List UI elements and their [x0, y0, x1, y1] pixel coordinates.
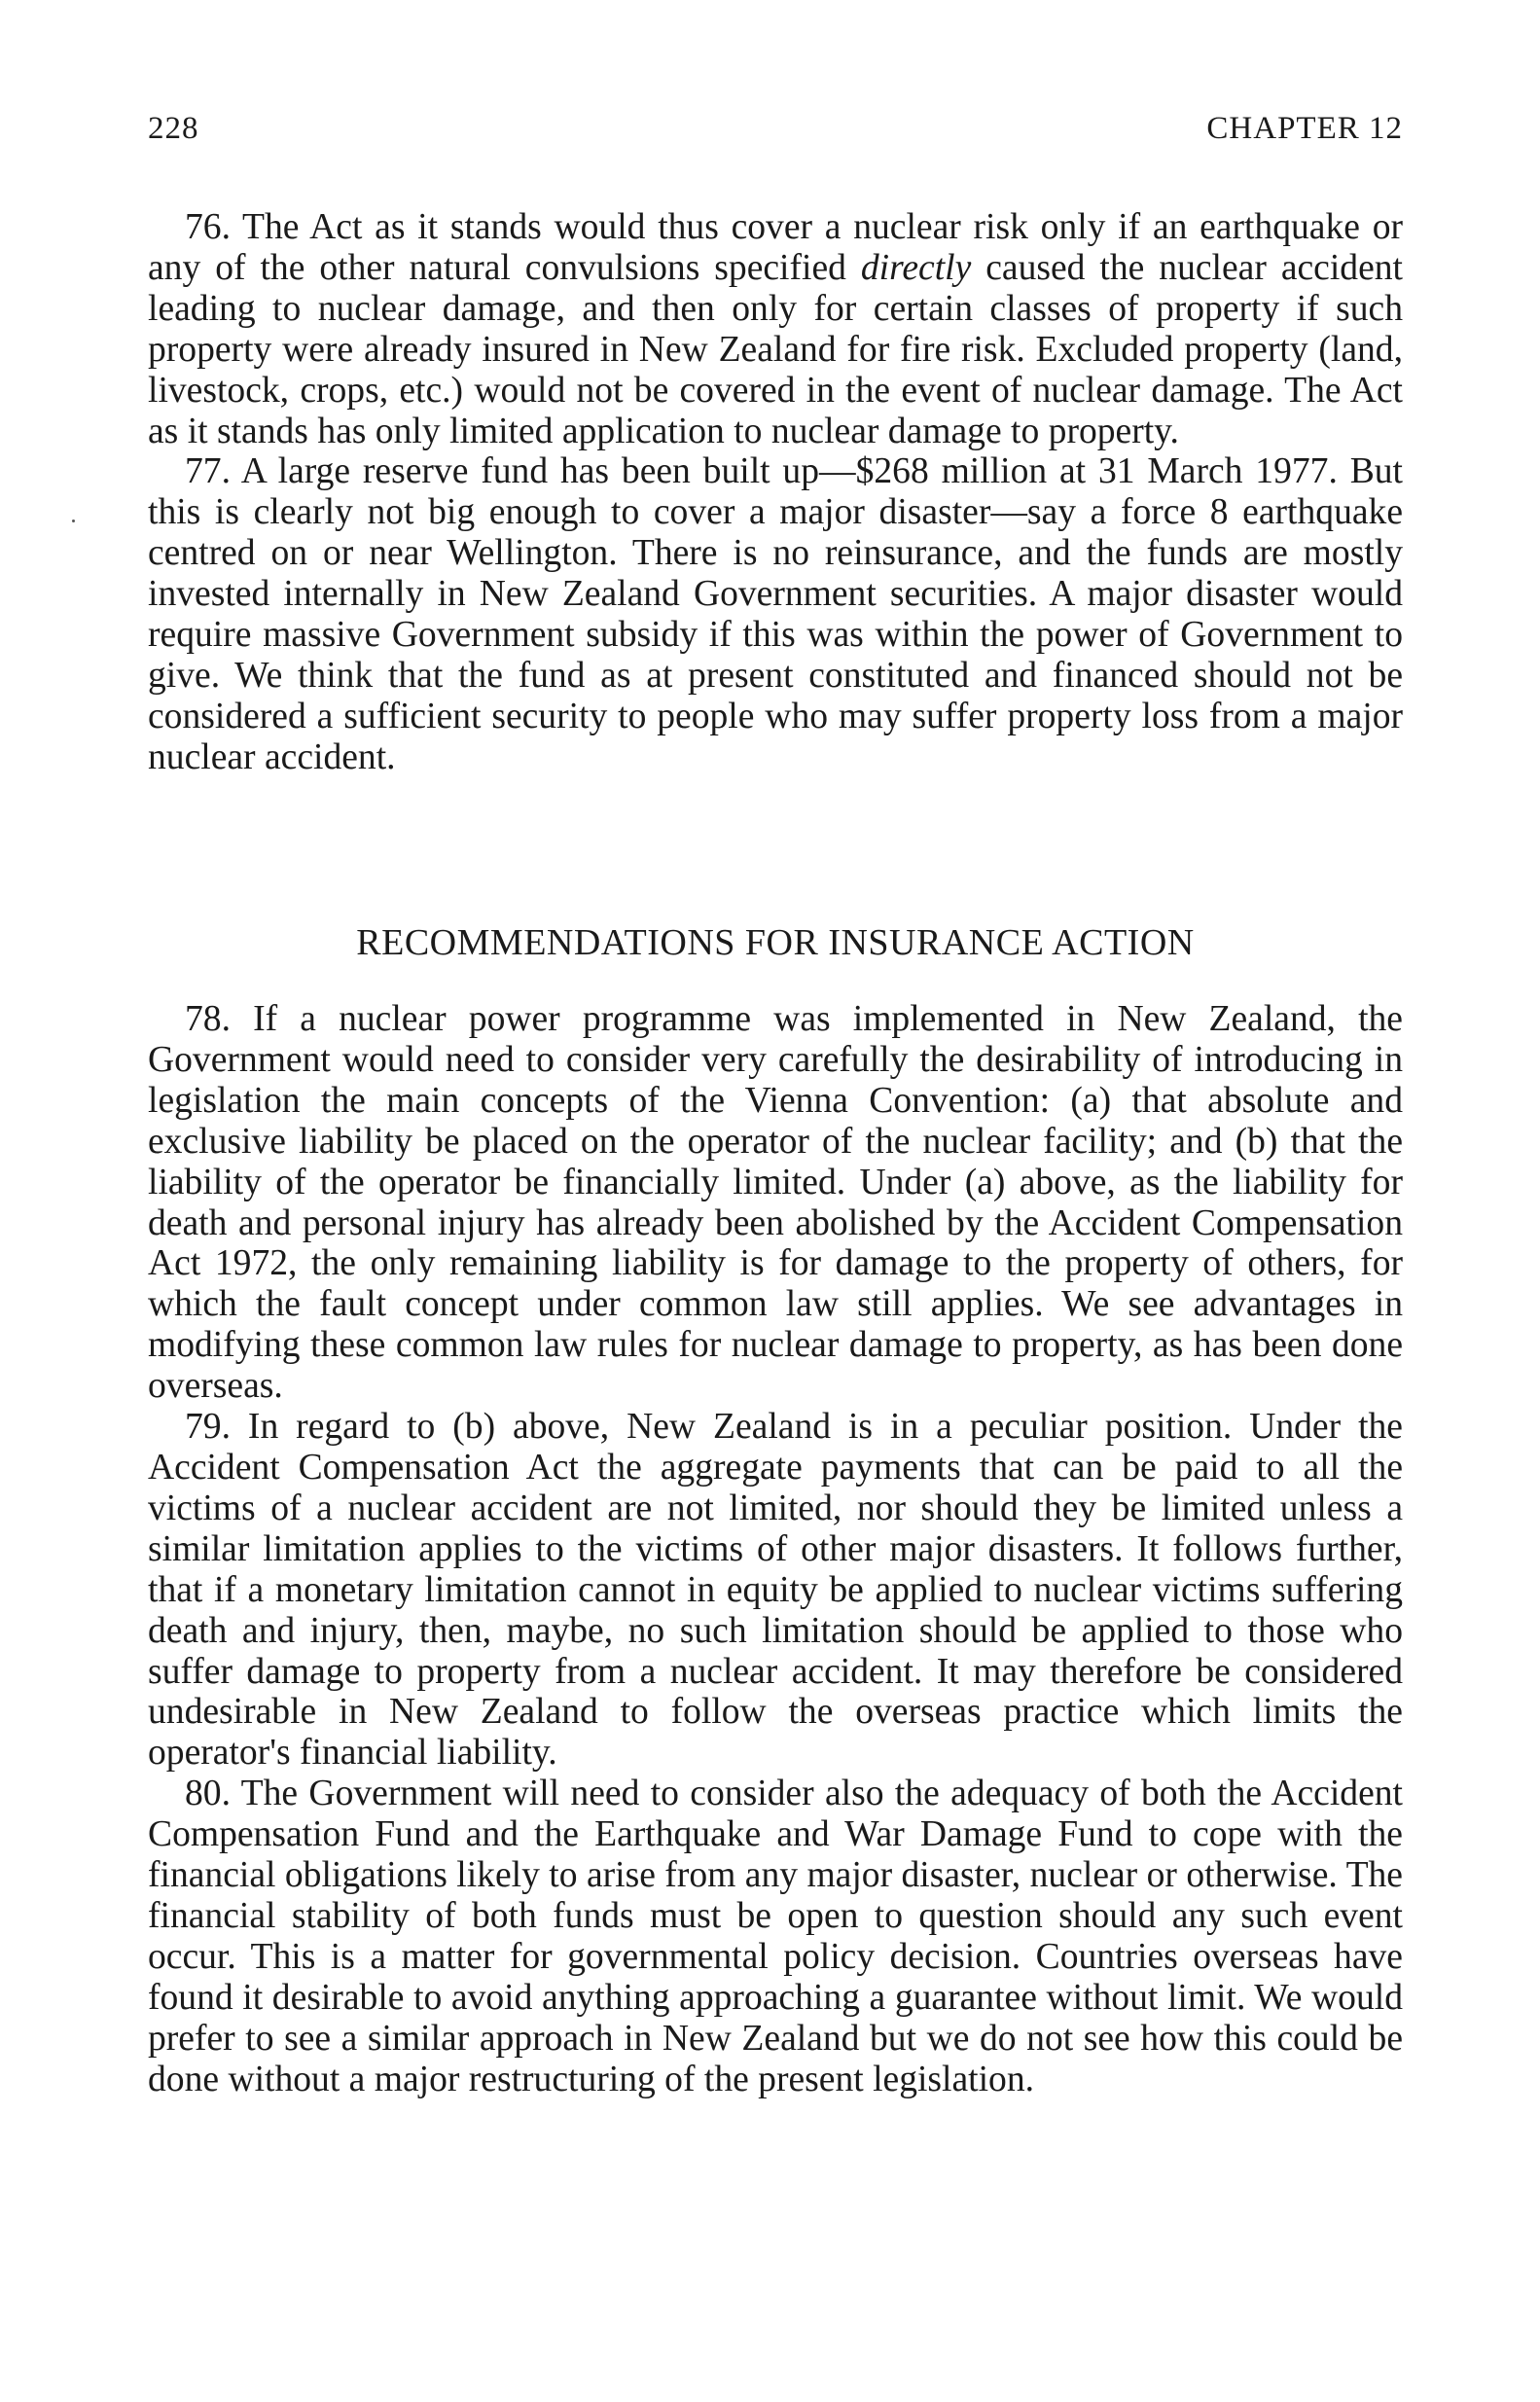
paragraph-80: 80. The Government will need to consider also the adequacy of both the Accident Compensation Fund and the Earthquake and War Damage Fund to cope with the financial obligations likely to arise from any major disaster, nuclear or otherwise. The financial stability of both funds must be open to question should any such event occur. This is a matter for governmental policy decision. Countries overseas have found it desirable to avoid anything approaching a guarantee without limit. We would prefer to see a similar approach in New Zealand but we do not see how this could be done without a major restructuring of the present legislation. [148, 1774, 1403, 2099]
margin-speck [72, 520, 75, 522]
paragraph-76-lead: 76. The Act as it stands would thus cover a nuclear risk only if an earthquake or any of the other natural convulsions specified [148, 207, 1403, 288]
paragraph-76-emphasis: directly [860, 247, 972, 288]
paragraph-79: 79. In regard to (b) above, New Zealand is in a peculiar position. Under the Accident Compensation Act the aggregate payments that can be paid to all the victims of a nuclear accident are not limited, nor should they be limited unless a similar limitation applies to the victims of other major disasters. It follows further, that if a monetary limitation cannot in equity be applied to nuclear victims suffering death and injury, then, maybe, no such limitation should be applied to those who suffer damage to property from a nuclear accident. It may therefore be considered undesirable in New Zealand to follow the overseas practice which limits the operator's financial liability. [148, 1407, 1403, 1774]
section-heading: RECOMMENDATIONS FOR INSURANCE ACTION [356, 922, 1195, 963]
paragraph-76-tail: caused the nuclear accident leading to nuclear damage, and then only for certain classes of property if such property were already insured in New Zealand for fire risk. Excluded property (land, livestock, crops, etc.) would not be covered in the event of nuclear damage. The Act as it stands has only limited application to nuclear damage to property. [148, 247, 1403, 451]
paragraph-76 [148, 207, 1403, 451]
chapter-label: CHAPTER 12 [1206, 111, 1403, 146]
page-number: 228 [148, 111, 199, 146]
text-block-upper [148, 207, 1403, 778]
paragraph-78: 78. If a nuclear power programme was implemented in New Zealand, the Government would need to consider very carefully the desirability of introducing in legislation the main concepts of the Vienna Convention: (a) that absolute and exclusive liability be placed on the operator of the nuclear facility; and (b) that the liability of the operator be financially limited. Under (a) above, as the liability for death and personal injury has already been abolished by the Accident Compensation Act 1972, the only remaining liability is for damage to the property of others, for which the fault concept under common law still applies. We see advantages in modifying these common law rules for nuclear damage to property, as has been done overseas. [148, 999, 1403, 1407]
text-block-lower [148, 999, 1403, 2099]
paragraph-77: 77. A large reserve fund has been built up—$268 million at 31 March 1977. But this is clearly not big enough to cover a major disaster—say a force 8 earthquake centred on or near Wellington. There is no reinsurance, and the funds are mostly invested internally in New Zealand Government securities. A major disaster would require massive Government subsidy if this was within the power of Government to give. We think that the fund as at present constituted and financed should not be considered a sufficient security to people who may suffer property loss from a major nuclear accident. [148, 451, 1403, 777]
running-head [148, 109, 1403, 148]
